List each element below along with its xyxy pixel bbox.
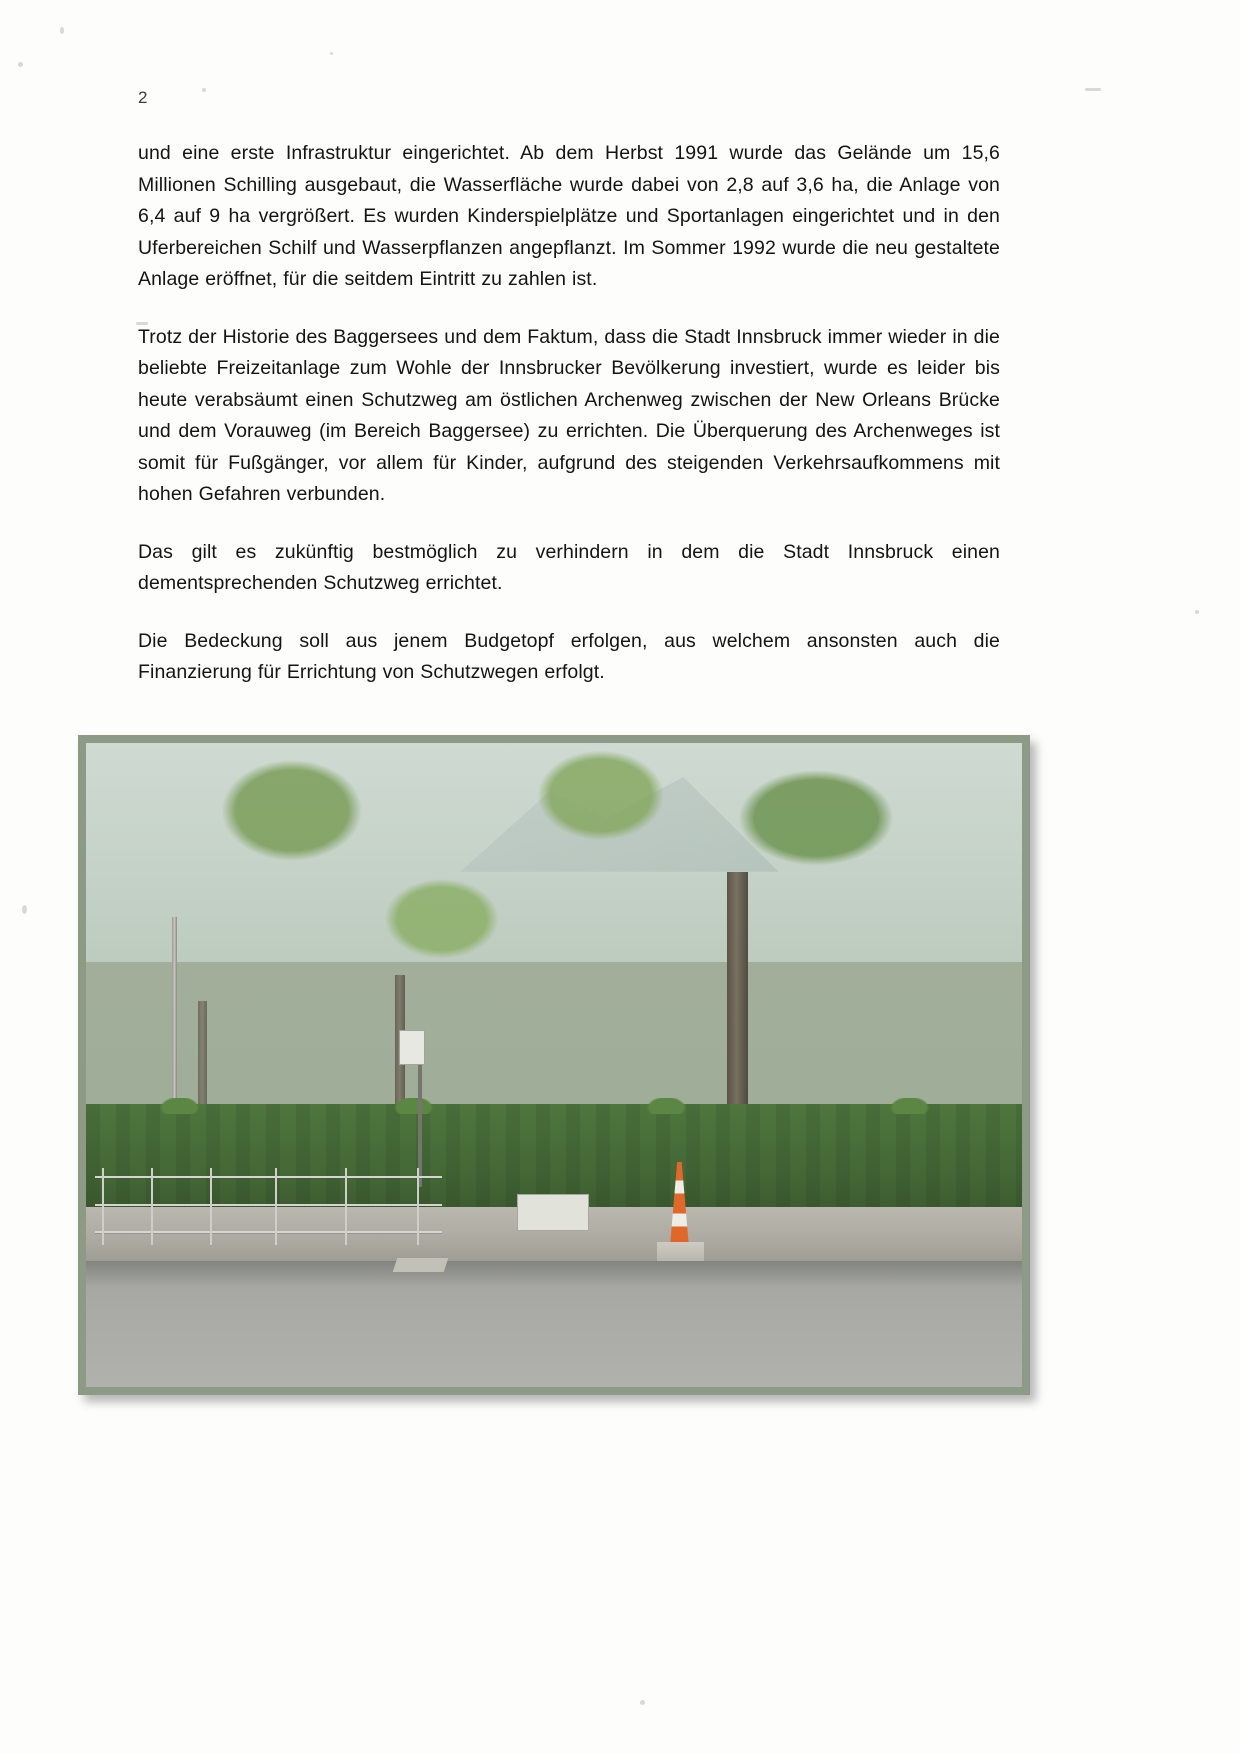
photo-curb-stone [393, 1258, 449, 1272]
scan-speck [202, 88, 206, 92]
photo-sign-post [418, 1046, 422, 1188]
photo-notice-board [517, 1194, 589, 1231]
scan-speck [22, 905, 27, 914]
paragraph: Trotz der Historie des Baggersees und dem Faktum, dass die Stadt Innsbruck immer wieder in die beliebte Freizeitanlage zum Wohle der Innsbrucker Bevölkerung investiert, wurde es leider bis heute verabsäumt einen Schutzweg am östlichen Archenweg zwischen der New Orleans Brücke und dem Vorauweg (im Bereich Baggersee) zu errichten. Die Überquerung des Archenweges ist somit für Fußgänger, vor allem für Kinder, aufgrund des steigenden Verkehrsaufkommens mit hohen Gefahren verbunden. [138, 325, 1000, 505]
photo-road-shadow [86, 1261, 1022, 1287]
paragraph: Die Bedeckung soll aus jenem Budgetopf erfolgen, aus welchem ansonsten auch die Finanzierung für Errichtung von Schutzwegen erfolgt. [138, 629, 1000, 683]
document-body [138, 138, 1000, 689]
scan-speck [640, 1700, 645, 1705]
scan-speck [330, 52, 333, 55]
paragraph: und eine erste Infrastruktur eingerichtet. Ab dem Herbst 1991 wurde das Gelände um 15,6 Millionen Schilling ausgebaut, die Wasserfläche wurde dabei von 2,8 auf 3,6 ha, die Anlage von 6,4 auf 9 ha vergrößert. Es wurden Kinderspielplätze und Sportanlagen eingerichtet und in den Uferbereichen Schilf und Wasserpflanzen angepflanzt. Im Sommer 1992 wurde die neu gestaltete Anlage eröffnet, für die seitdem Eintritt zu zahlen ist. [138, 142, 1000, 290]
page-number: 2 [138, 88, 148, 107]
scan-speck [1195, 610, 1199, 614]
scan-speck [18, 62, 23, 67]
photo-tree-canopy-highlights [86, 743, 1022, 1117]
scan-speck [60, 27, 64, 34]
photo-sign-plate [399, 1030, 425, 1065]
photo-archenweg [78, 735, 1030, 1395]
scan-speck [1085, 88, 1101, 91]
photo-canvas [86, 743, 1022, 1387]
paragraph: Das gilt es zukünftig bestmöglich zu verhindern in dem die Stadt Innsbruck einen dementsprechenden Schutzweg errichtet. [138, 540, 1000, 594]
photo-railing [95, 1168, 441, 1245]
